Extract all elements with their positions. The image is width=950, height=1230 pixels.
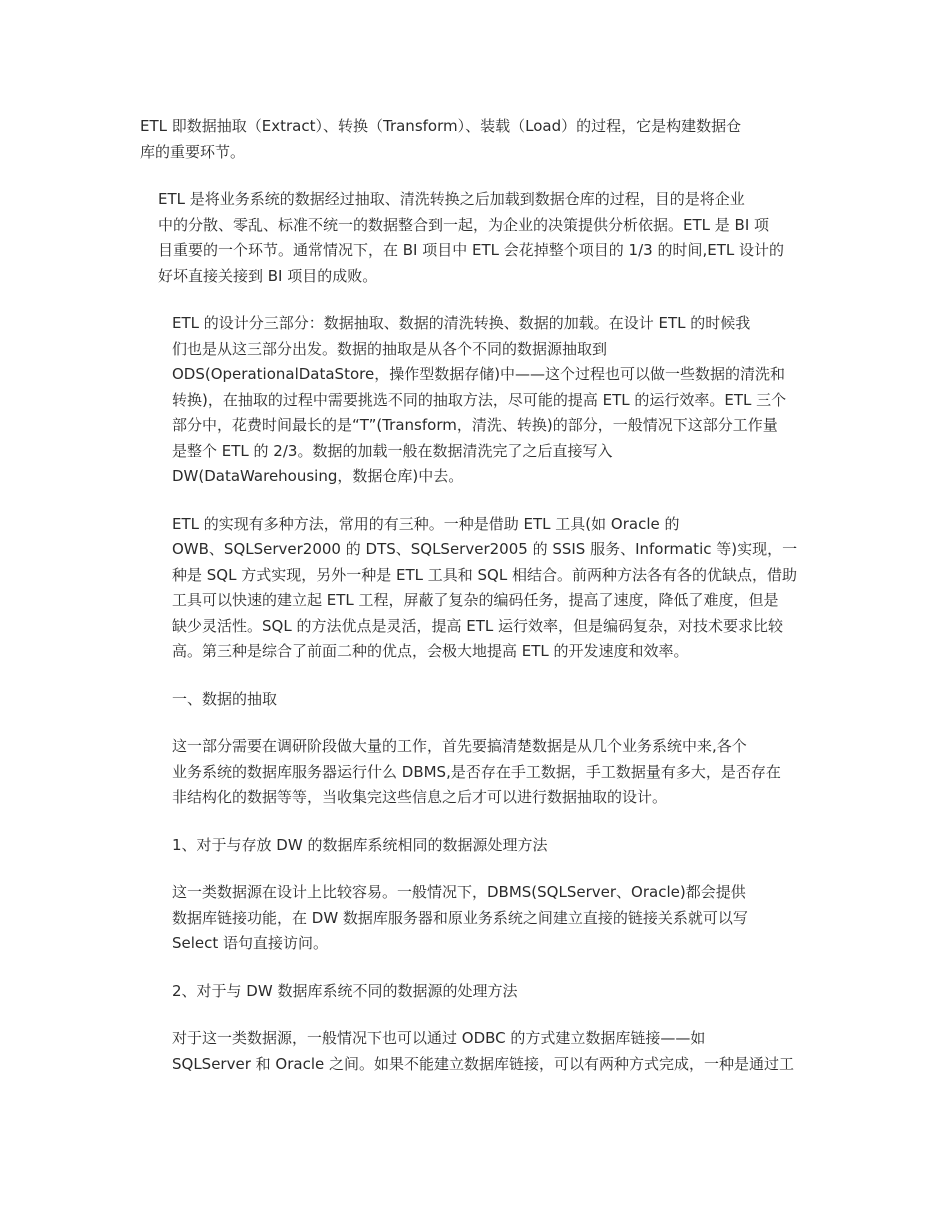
text-line: OWB、SQLServer2000 的 DTS、SQLServer2005 的 SSIS 服务、Informatic 等)实现，一: [172, 540, 798, 558]
text-line: 1、对于与存放 DW 的数据库系统相同的数据源处理方法: [172, 835, 548, 854]
text-line: ETL 的设计分三部分：数据抽取、数据的清洗转换、数据的加载。在设计 ETL 的时候我: [172, 314, 751, 332]
text-line: DW(DataWarehousing，数据仓库)中去。: [172, 467, 464, 485]
text-line: 一、数据的抽取: [172, 689, 278, 708]
text-line: 部分中，花费时间最长的是“T”(Transform，清洗、转换)的部分，一般情况下这部分工作量: [172, 416, 778, 434]
document-body: [140, 114, 812, 1099]
text-line: 数据库链接功能，在 DW 数据库服务器和原业务系统之间建立直接的链接关系就可以写: [172, 908, 748, 927]
text-line: 这一类数据源在设计上比较容易。一般情况下，DBMS(SQLServer、Oracle)都会提供: [172, 883, 746, 901]
text-line: SQLServer 和 Oracle 之间。如果不能建立数据库链接，可以有两种方式完成，一种是通过工: [172, 1054, 794, 1073]
text-line: Select 语句直接访问。: [172, 934, 329, 952]
text-line: 中的分散、零乱、标准不统一的数据整合到一起，为企业的决策提供分析依据。ETL 是 BI 项: [158, 215, 770, 234]
text-line: 是整个 ETL 的 2/3。数据的加载一般在数据清洗完了之后直接写入: [172, 441, 613, 460]
body-paragraph: [140, 114, 812, 165]
text-line: 转换)，在抽取的过程中需要挑选不同的抽取方法，尽可能的提高 ETL 的运行效率。ETL 三个: [172, 390, 787, 409]
text-line: 高。第三种是综合了前面二种的优点，会极大地提高 ETL 的开发速度和效率。: [172, 642, 689, 660]
text-line: 好坏直接关接到 BI 项目的成败。: [158, 266, 378, 285]
text-line: 业务系统的数据库服务器运行什么 DBMS,是否存在手工数据，手工数据量有多大，是否存在: [172, 762, 781, 781]
body-paragraph: [140, 311, 812, 490]
text-line: 非结构化的数据等等，当收集完这些信息之后才可以进行数据抽取的设计。: [172, 788, 668, 806]
text-line: 对于这一类数据源，一般情况下也可以通过 ODBC 的方式建立数据库链接——如: [172, 1029, 706, 1047]
text-line: 工具可以快速的建立起 ETL 工程，屏蔽了复杂的编码任务，提高了速度，降低了难度，但是: [172, 591, 779, 609]
body-paragraph: [140, 734, 812, 811]
text-line: ODS(OperationalDataStore，操作型数据存储)中——这个过程也可以做一些数据的清洗和: [172, 365, 786, 383]
text-line: 目重要的一个环节。通常情况下，在 BI 项目中 ETL 会花掉整个项目的 1/3 的时间,ETL 设计的: [158, 241, 784, 259]
text-line: 缺少灵活性。SQL 的方法优点是灵活，提高 ETL 运行效率，但是编码复杂，对技术要求比较: [172, 616, 783, 635]
text-line: 这一部分需要在调研阶段做大量的工作，首先要搞清楚数据是从几个业务系统中来,各个: [172, 737, 747, 755]
body-paragraph: [140, 512, 812, 665]
text-line: 种是 SQL 方式实现，另外一种是 ETL 工具和 SQL 相结合。前两种方法各有各的优缺点，借助: [172, 565, 797, 584]
body-paragraph: [140, 1026, 812, 1077]
text-line: ETL 即数据抽取（Extract）、转换（Transform）、装载（Load）的过程，它是构建数据仓: [140, 117, 742, 135]
body-paragraph: [140, 880, 812, 957]
body-paragraph: [140, 187, 812, 289]
text-line: ETL 的实现有多种方法，常用的有三种。一种是借助 ETL 工具(如 Oracle 的: [172, 514, 680, 533]
section-heading: [140, 979, 812, 1005]
text-line: 库的重要环节。: [140, 142, 246, 161]
text-line: ETL 是将业务系统的数据经过抽取、清洗转换之后加载到数据仓库的过程，目的是将企业: [158, 190, 745, 208]
section-heading: [140, 833, 812, 859]
text-line: 们也是从这三部分出发。数据的抽取是从各个不同的数据源抽取到: [172, 339, 608, 358]
section-heading: [140, 687, 812, 713]
text-line: 2、对于与 DW 数据库系统不同的数据源的处理方法: [172, 981, 518, 1000]
